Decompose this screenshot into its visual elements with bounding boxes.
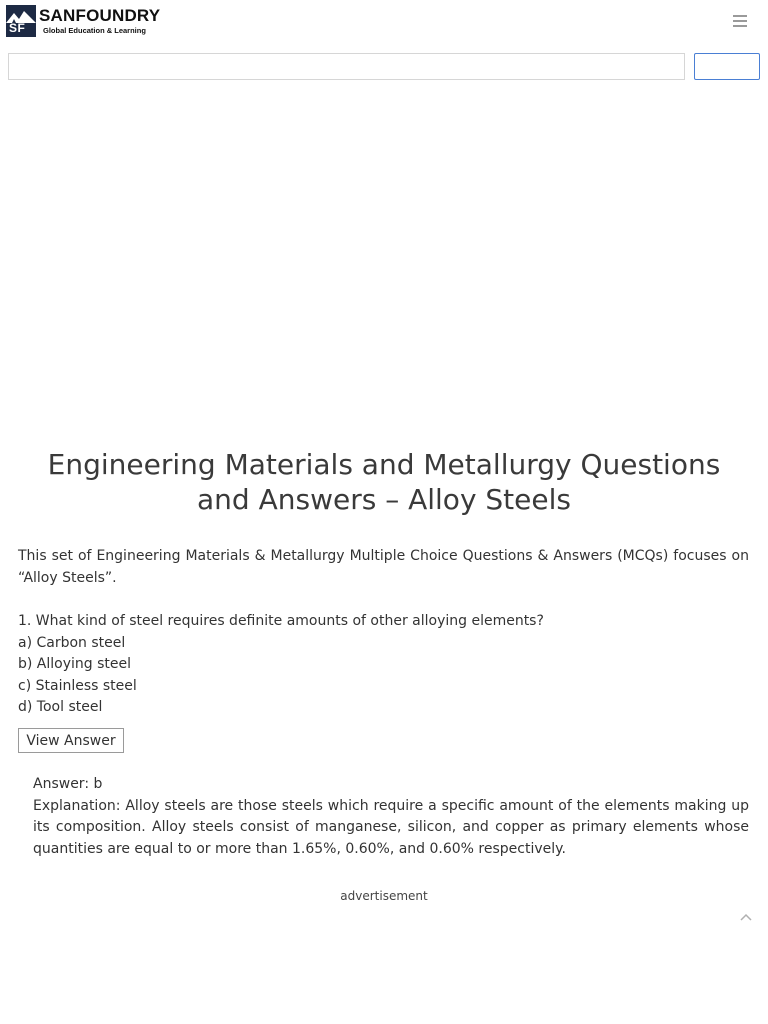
question-1 bbox=[18, 611, 749, 719]
search-button[interactable] bbox=[694, 53, 760, 80]
option-a: a) Carbon steel bbox=[18, 634, 126, 651]
logo-icon[interactable] bbox=[6, 5, 36, 37]
page-title: Engineering Materials and Metallurgy Questions and Answers – Alloy Steels bbox=[47, 448, 721, 516]
site-header bbox=[0, 0, 768, 44]
explanation-text: Explanation: Alloy steels are those steels which require a specific amount of the elements making up its composition. Alloy steels consist of manganese, silicon, and copper as primary elements whose quantities are equal to or more than 1.65%, 0.60%, and 0.60% respectively. bbox=[33, 797, 749, 857]
option-d: d) Tool steel bbox=[18, 699, 103, 715]
search-input[interactable] bbox=[8, 53, 685, 80]
logo-tagline: Global Education & Learning bbox=[43, 26, 146, 35]
hamburger-menu-icon[interactable] bbox=[733, 15, 747, 27]
question-text: 1. What kind of steel requires definite amounts of other alloying elements? bbox=[18, 613, 544, 629]
answer-block bbox=[33, 774, 749, 860]
logo-name[interactable]: SANFOUNDRY bbox=[39, 6, 161, 25]
view-answer-button[interactable]: View Answer bbox=[18, 728, 124, 753]
answer-text: Answer: b bbox=[33, 776, 103, 792]
option-b: b) Alloying steel bbox=[18, 656, 132, 672]
logo-initials: SF bbox=[9, 21, 26, 35]
advertisement-label: advertisement bbox=[340, 889, 428, 903]
intro-paragraph: This set of Engineering Materials & Metallurgy Multiple Choice Questions & Answers (MCQs) focuses on “Alloy Steels”. bbox=[18, 548, 749, 586]
option-c: c) Stainless steel bbox=[18, 677, 137, 694]
chevron-up-icon[interactable] bbox=[738, 909, 754, 923]
